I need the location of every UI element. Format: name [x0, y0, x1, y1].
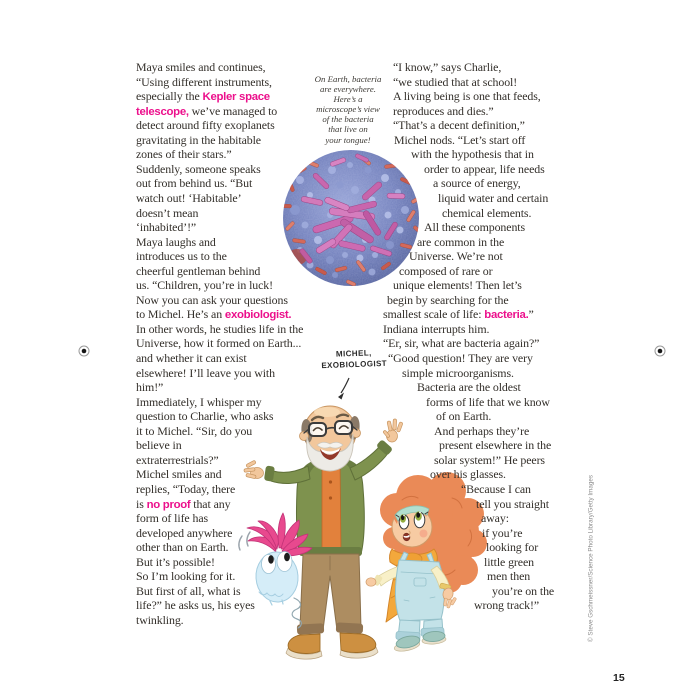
text-line [136, 250, 227, 263]
text-line [393, 61, 501, 74]
text-segment: All these components [424, 220, 526, 235]
text-line [136, 570, 235, 583]
text-segment: with the hypothesis that in [411, 147, 534, 162]
text-line [492, 585, 554, 598]
text-line [136, 468, 221, 481]
text-segment: Now you can ask your questions [136, 292, 288, 307]
text-line [417, 236, 504, 249]
text-segment: “Good question! They are very [388, 351, 533, 365]
text-line [136, 512, 208, 525]
michel-left-hand [244, 460, 264, 479]
text-segment: doesn’t mean [136, 205, 199, 220]
text-line [136, 76, 272, 89]
text-line [411, 148, 534, 161]
caption-line: your tongue! [325, 134, 371, 145]
text-line [136, 177, 252, 190]
text-line [136, 294, 288, 307]
text-line [442, 207, 531, 220]
text-line [136, 265, 260, 278]
michel-right-hand [383, 419, 403, 442]
text-segment: “Er, sir, what are bacteria again?” [383, 336, 540, 351]
text-line [439, 439, 551, 452]
text-segment: are common in the [417, 234, 505, 249]
text-segment: detect around fifty exoplanets [136, 118, 275, 133]
text-line [136, 585, 241, 598]
page-number: 15 [613, 672, 625, 684]
text-line [136, 352, 247, 365]
text-segment: extraterrestrials?” [136, 452, 219, 467]
text-line [393, 90, 541, 103]
text-line [486, 541, 538, 554]
text-segment: life?” he asks us, his eyes [136, 598, 255, 613]
text-segment: forms of life that we know [426, 394, 550, 409]
text-segment: “we studied that at school! [393, 74, 518, 89]
text-line [136, 527, 232, 540]
text-segment: Maya laughs and [136, 234, 216, 249]
text-segment: is [136, 496, 147, 511]
label-arrow [338, 378, 349, 400]
text-segment: if you’re [482, 525, 523, 540]
text-segment: Indiana interrupts him. [383, 321, 490, 336]
highlighted-term: telescope, [136, 105, 189, 118]
text-line [402, 367, 514, 380]
text-segment: us. “Children, you’re in luck! [136, 278, 274, 293]
text-line [424, 221, 525, 234]
text-line [434, 425, 529, 438]
highlighted-term: exobiologist. [224, 309, 292, 322]
text-segment: out from behind us. “But [136, 176, 253, 191]
character-label [308, 346, 401, 371]
text-line [136, 148, 232, 161]
text-segment: to Michel. He’s an [136, 307, 225, 322]
text-segment: him!” [136, 380, 164, 395]
text-segment: Bacteria are the oldest [417, 380, 521, 395]
text-segment: smallest scale of life: [383, 307, 485, 322]
text-line [136, 599, 255, 612]
text-segment: believe in [136, 438, 182, 453]
text-segment: little green [484, 554, 534, 569]
text-segment: replies, “Today, there [136, 481, 236, 496]
registration-mark-right [655, 346, 665, 356]
text-line [393, 279, 522, 292]
caption-line: of the bacteria [322, 114, 374, 125]
text-line [438, 192, 548, 205]
text-segment: And perhaps they’re [434, 423, 530, 438]
text-segment: looking for [486, 540, 539, 555]
text-line [136, 396, 262, 409]
character-label-line2: EXOBIOLOGIST [321, 358, 388, 371]
text-segment: “That’s a decent definition,” [393, 118, 525, 133]
caption-line: microscope’s view [316, 104, 380, 115]
text-line [383, 323, 489, 336]
text-line [430, 468, 506, 481]
text-line [482, 527, 522, 540]
text-line [136, 308, 291, 322]
text-line [136, 367, 275, 380]
text-segment: over his glasses. [430, 467, 506, 482]
photo-caption [287, 74, 409, 145]
text-line [383, 308, 534, 322]
photo-credit: © Steve Gschmeissner/Science Photo Library/Getty Images [587, 474, 595, 643]
text-segment: Suddenly, someone speaks [136, 161, 261, 176]
michel-pants [300, 554, 361, 630]
girl-blush [420, 530, 428, 538]
text-segment: ” [528, 307, 534, 322]
text-segment: especially the [136, 89, 203, 104]
text-segment: that any [190, 496, 231, 511]
text-segment: chemical elements. [442, 205, 532, 220]
text-line [476, 498, 549, 511]
text-segment: men then [487, 569, 531, 584]
text-segment: A living being is one that feeds, [393, 89, 541, 104]
text-line [383, 337, 539, 350]
text-segment: form of life has [136, 511, 209, 526]
text-segment: introduces us to the [136, 249, 227, 264]
text-segment: other than on Earth. [136, 540, 229, 555]
highlighted-term: Kepler space [202, 91, 270, 104]
text-segment: So I’m looking for it. [136, 569, 236, 584]
text-segment: present elsewhere in the [439, 438, 552, 453]
text-line [136, 454, 219, 467]
text-line [387, 294, 509, 307]
text-line [136, 236, 216, 249]
text-segment: question to Charlie, who asks [136, 409, 274, 424]
text-segment: “I know,” says Charlie, [393, 60, 502, 74]
text-line [434, 454, 545, 467]
text-segment: simple microorganisms. [402, 365, 514, 380]
text-line [136, 90, 270, 104]
text-segment: it to Michel. “Sir, do you [136, 423, 253, 438]
text-segment: reproduces and dies.” [393, 103, 494, 118]
text-line [426, 396, 550, 409]
text-line [136, 439, 182, 452]
character-label-line1: MICHEL, [335, 348, 372, 359]
text-segment: we’ve managed to [188, 103, 278, 118]
text-line [136, 192, 241, 205]
registration-mark-left [79, 346, 89, 356]
text-line [136, 323, 303, 336]
michel-polo-shirt [322, 461, 341, 554]
text-line [409, 250, 503, 263]
text-segment: order to appear, life needs [424, 161, 545, 176]
michel-shoe-left [288, 634, 320, 653]
text-segment: Universe, how it formed on Earth... [136, 336, 302, 351]
text-segment: But first of all, what is [136, 583, 241, 598]
text-segment: unique elements! Then let’s [393, 278, 522, 293]
text-line [393, 76, 517, 89]
text-segment: Immediately, I whisper my [136, 394, 262, 409]
text-segment: a source of energy, [433, 176, 521, 191]
text-segment: twinkling. [136, 612, 184, 627]
text-segment: Maya smiles and continues, [136, 60, 266, 74]
text-line [136, 337, 301, 350]
text-segment: solar system!” He peers [434, 452, 545, 467]
text-segment: composed of rare or [399, 263, 493, 278]
text-line [388, 352, 533, 365]
caption-line: Here’s a [333, 94, 363, 105]
text-segment: of on Earth. [436, 409, 492, 424]
text-line [433, 177, 521, 190]
text-line [481, 512, 509, 525]
text-segment: Universe. We’re not [409, 249, 503, 264]
text-line [136, 119, 275, 132]
text-line [136, 105, 277, 119]
text-segment: zones of their stars.” [136, 147, 232, 162]
text-line [394, 134, 525, 147]
michel-shoe-right [340, 633, 376, 652]
text-segment: “Using different instruments, [136, 74, 272, 89]
text-segment: cheerful gentleman behind [136, 263, 261, 278]
text-line [136, 279, 273, 292]
text-line [136, 410, 273, 423]
text-line [424, 163, 545, 176]
highlighted-term: no proof [146, 498, 191, 511]
text-segment: and whether it can exist [136, 351, 247, 365]
text-line [136, 614, 184, 627]
text-segment: ‘inhabited’!” [136, 220, 197, 235]
text-line [487, 570, 530, 583]
text-line [136, 381, 163, 394]
text-line [136, 221, 196, 234]
text-segment: developed anywhere [136, 525, 233, 540]
text-segment: away: [481, 511, 509, 526]
caption-line: On Earth, bacteria [314, 74, 382, 84]
text-line [136, 541, 228, 554]
text-segment: Michel nods. “Let’s start off [394, 132, 526, 147]
text-segment: wrong track!” [474, 598, 540, 613]
text-segment: In other words, he studies life in the [136, 321, 304, 336]
text-line [484, 556, 534, 569]
girl-illustration [366, 472, 487, 653]
text-line [461, 483, 531, 496]
text-line [417, 381, 521, 394]
text-segment: gravitating in the habitable [136, 132, 261, 147]
text-segment: liquid water and certain [438, 190, 549, 205]
text-line [136, 134, 261, 147]
text-segment: “Because I can [461, 481, 531, 496]
text-line [399, 265, 493, 278]
text-segment: elsewhere! I’ll leave you with [136, 365, 275, 380]
girl-overalls [395, 552, 444, 639]
text-line [136, 556, 215, 569]
text-line [136, 61, 266, 74]
text-segment: But it’s possible! [136, 554, 215, 569]
highlighted-term: bacteria. [484, 309, 529, 322]
text-line [436, 410, 491, 423]
text-line [136, 425, 252, 438]
text-segment: Michel smiles and [136, 467, 222, 482]
caption-line: are everywhere. [319, 84, 376, 95]
text-line [136, 483, 235, 496]
text-line [136, 498, 230, 512]
caption-line: that live on [328, 124, 368, 135]
text-line [474, 599, 539, 612]
text-segment: watch out! ‘Habitable’ [136, 190, 242, 205]
text-segment: begin by searching for the [387, 292, 509, 307]
text-line [136, 207, 198, 220]
text-line [136, 163, 261, 176]
michel-left-sleeve [271, 466, 310, 483]
text-segment: you’re on the [492, 583, 555, 598]
text-line [393, 119, 525, 132]
text-segment: tell you straight [476, 496, 549, 511]
